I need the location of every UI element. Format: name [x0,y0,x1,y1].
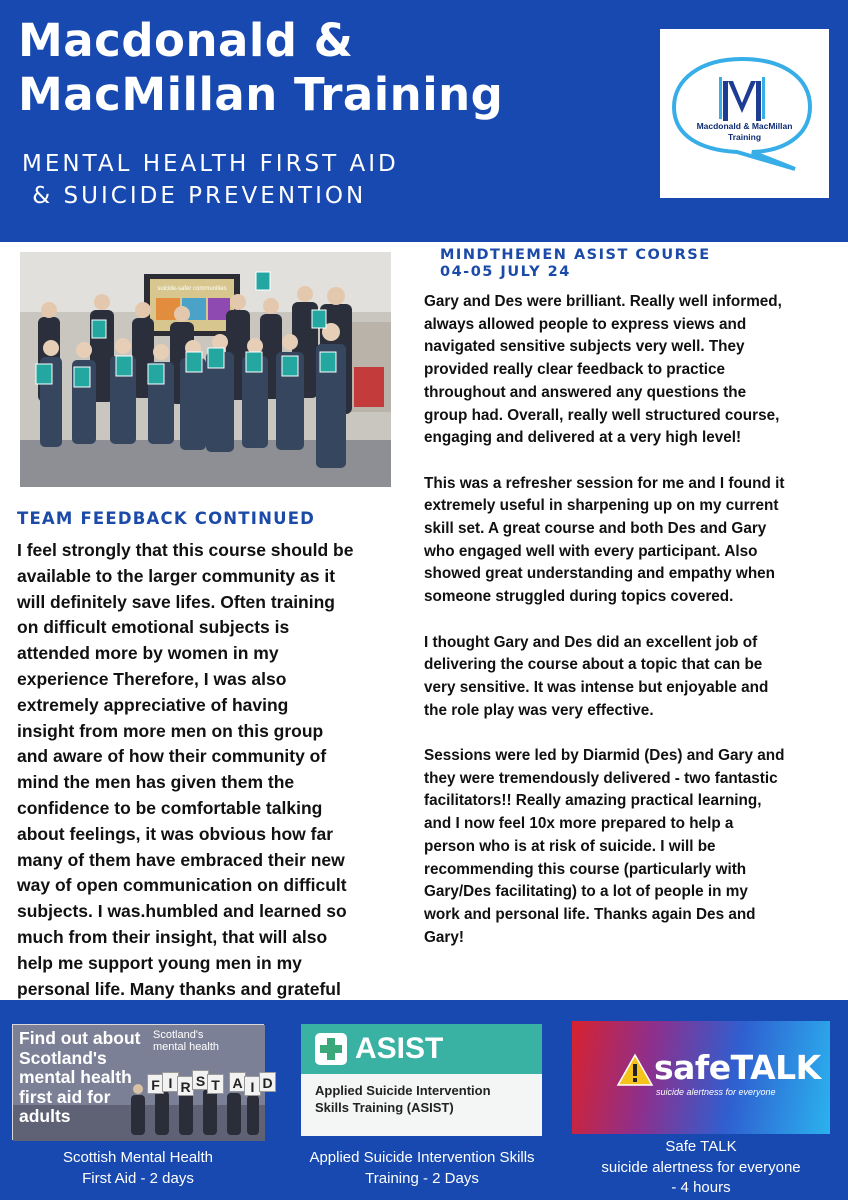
team-group-photo [20,252,391,487]
letter-card: F [147,1074,164,1094]
letter-card: A [229,1072,246,1092]
review-line: who engaged well with every participant. Also [424,542,758,560]
caption-line: Scottish Mental Health [62,1149,214,1166]
paragraph-gap [424,609,832,632]
smhfa-caption [12,1148,264,1189]
review-line: Sessions were led by Diarmid (Des) and Gary and [424,747,785,765]
plus-cross-icon [315,1033,347,1065]
course-reviews [424,291,832,949]
logo-line-1: Scotland's [153,1029,204,1041]
feedback-line: on difficult emotional subjects is [17,617,290,638]
screen-text: suicide-safer communities [157,286,227,292]
promo-line: first aid for [19,1086,111,1107]
asist-caption [284,1148,560,1189]
review-line: engaging and delivered at a very high level! [424,429,742,447]
feedback-line: much from their insight, that will also [17,926,328,947]
team-feedback-heading: TEAM FEEDBACK CONTINUED [17,509,316,528]
review-line: group had. Overall, really well structured course, [424,406,780,424]
review-line: showed great understanding and empathy when [424,565,776,583]
feedback-line: will definitely save lifes. Often training [17,591,335,612]
feedback-line: available to the larger community as it [17,565,336,586]
caption-line: Training - 2 Days [365,1169,479,1187]
review-line: I thought Gary and Des did an excellent job of [424,633,758,651]
asist-banner [301,1024,542,1074]
warning-triangle-icon [616,1053,654,1087]
speech-bubble-logo-icon [667,51,817,173]
feedback-line: many of them have embraced their new [17,849,345,870]
review-line: Gary and Des were brilliant. Really well informed, [424,293,782,310]
review-line: very sensitive. It was intense but enjoyable and [424,678,769,696]
footer-banner [0,1000,848,1200]
feedback-line: extremely appreciative of having [17,694,289,715]
review-line: Gary/Des facilitating) to a lot of people in my [424,883,748,901]
letter-card: D [259,1072,276,1092]
company-logo [660,29,829,198]
team-feedback-text [17,538,387,1028]
caption-line: Applied Suicide Intervention Skills [309,1149,535,1166]
letter-card: R [177,1076,194,1096]
review-line: person who is at risk of suicide. I will be [424,837,716,855]
promo-line: Find out about [19,1028,141,1048]
title-line-1: Macdonald & [18,14,354,67]
subtitle-line-2: & SUICIDE PREVENTION [22,183,367,209]
feedback-line: about feelings, it was obvious how far [17,823,334,844]
promo-line: mental health [19,1067,132,1088]
page-title [18,14,503,122]
feedback-line: attended more by women in my [17,643,279,664]
safetalk-caption [572,1137,830,1199]
review-line: facilitators!! Really amazing practical learning, [424,792,762,810]
review-line: recommending this course (particularly with [424,860,747,878]
review-line: someone struggled during topics covered. [424,588,734,606]
feedback-line: experience Therefore, I was also [17,668,287,689]
review-line: This was a refresher session for me and I found it [424,474,785,492]
letter-card: T [207,1074,224,1094]
asist-course-card[interactable] [301,1024,542,1136]
course-heading [440,247,711,281]
feedback-line: subjects. I was.humbled and learned so [17,901,347,922]
review-line: work and personal life. Thanks again Des and [424,905,756,923]
review-line: navigated sensitive subjects very well. They [424,338,745,356]
asist-sub-line: Applied Suicide Intervention [315,1083,491,1098]
feedback-line: personal life. Many thanks and grateful [17,978,341,999]
review-line: they were tremendously delivered - two fantastic [424,769,778,787]
caption-line: Safe TALK [665,1138,737,1155]
course-title: MINDTHEMEN ASIST COURSE [440,247,711,263]
subtitle-line-1: MENTAL HEALTH FIRST AID [22,151,399,177]
paragraph-gap [424,722,832,745]
smhfa-course-card[interactable] [12,1024,273,1140]
scotlands-mental-health-logo [153,1029,219,1053]
feedback-line: I feel strongly that this course should be [17,540,354,560]
course-dates: 04-05 JULY 24 [440,264,571,280]
logo-line-2: mental health [153,1041,220,1053]
promo-line: Scotland's [19,1047,107,1068]
review-line: skill set. A great course and both Des and Gary [424,520,767,538]
letter-card: I [244,1076,261,1096]
review-line: and I now feel 10x more prepared to help a [424,815,734,833]
page-subtitle [22,148,399,212]
caption-line: suicide alertness for everyone [601,1158,801,1176]
asist-subtitle-area [301,1074,542,1136]
caption-line: - 4 hours [671,1179,731,1196]
review-line: extremely useful in sharpening up on my current [424,497,779,515]
caption-line: First Aid - 2 days [82,1169,194,1187]
review-line: always allowed people to express views and [424,315,747,333]
safetalk-tagline: suicide alertness for everyone [656,1087,776,1097]
safetalk-logo-text: safeTALK [654,1048,821,1087]
feedback-line: mind the men has given them the [17,772,295,793]
asist-logo-text: ASIST [355,1032,444,1065]
asist-sub-line: Skills Training (ASIST) [315,1100,454,1115]
feedback-line: insight from more men on this group [17,720,324,741]
asist-subtitle [315,1082,491,1116]
feedback-line: confidence to be comfortable talking [17,797,323,818]
promo-line: adults [19,1106,71,1127]
feedback-line: help me support young men in my [17,952,302,973]
header-banner [0,0,848,242]
letter-card: S [192,1070,209,1090]
logo-caption [660,121,829,143]
smhfa-promo-text [19,1029,141,1127]
letter-card: I [162,1072,179,1092]
logo-text-line-1: Macdonald & MacMillan [696,121,793,131]
review-line: throughout and answered any questions the [424,383,747,401]
feedback-line: and aware of how their community of [17,746,327,767]
feedback-line: way of open communication on difficult [17,875,347,896]
safetalk-course-card[interactable] [572,1021,830,1134]
review-line: the role play was very effective. [424,701,654,719]
review-line: delivering the course about a topic that can be [424,656,763,674]
logo-text-line-2: Training [727,132,762,142]
title-line-2: MacMillan Training [18,68,504,121]
paragraph-gap [424,450,832,473]
review-line: Gary! [424,928,464,946]
review-line: provided really clear feedback to practice [424,361,725,379]
group-photo-illustration [20,252,391,487]
